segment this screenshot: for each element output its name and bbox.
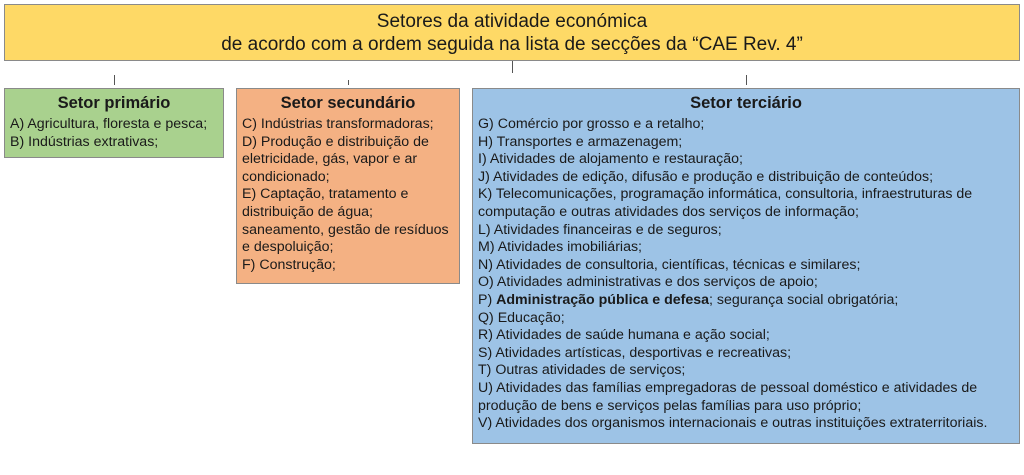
list-item: G) Comércio por grosso e a retalho; <box>478 116 705 132</box>
list-item: K) Telecomunicações, programação informática, consultoria, infraestruturas de computação e outras atividades dos serviços de informação; <box>478 186 973 220</box>
list-item: U) Atividades das famílias empregadoras de pessoal doméstico e atividades de produção de bens e serviços pelas famílias para uso próprio; <box>478 379 978 414</box>
list-item: O) Atividades administrativas e dos serviços de apoio; <box>478 274 818 291</box>
sector-primary-box <box>4 88 224 158</box>
connector-center <box>512 61 513 73</box>
item-p-prefix: P) <box>478 291 497 308</box>
sector-tertiary-box <box>472 88 1020 444</box>
list-item: R) Atividades de saúde humana e ação social; <box>478 327 770 344</box>
list-item: L) Atividades financeiras e de seguros; <box>478 221 722 238</box>
list-item: A) Agricultura, floresta e pesca; <box>10 116 208 132</box>
list-item: F) Construção; <box>242 256 336 273</box>
list-item: B) Indústrias extrativas; <box>10 133 159 150</box>
list-item: N) Atividades de consultoria, científicas, técnicas e similares; <box>478 256 861 273</box>
connector-tertiary <box>746 75 747 85</box>
diagram-title-line-1: Setores da atividade económica <box>376 11 648 32</box>
sector-primary-list <box>10 116 218 151</box>
list-item: I) Atividades de alojamento e restauração; <box>478 151 743 168</box>
sector-secondary-box <box>236 88 460 284</box>
sector-tertiary-heading: Setor terciário <box>690 94 802 112</box>
list-item: S) Atividades artísticas, desportivas e recreativas; <box>478 344 792 361</box>
sector-primary-heading: Setor primário <box>57 94 171 112</box>
list-item: Q) Educação; <box>478 309 565 326</box>
connector-primary <box>114 75 115 85</box>
diagram-title-line-2: de acordo com a ordem seguida na lista de secções da “CAE Rev. 4” <box>221 34 803 55</box>
list-item: J) Atividades de edição, difusão e produção e distribuição de conteúdos; <box>478 168 934 185</box>
list-item: C) Indústrias transformadoras; <box>242 116 434 132</box>
item-p-suffix: ; segurança social obrigatória; <box>709 291 899 308</box>
sector-secondary-list <box>242 116 454 274</box>
list-item: M) Atividades imobiliárias; <box>478 239 643 256</box>
connector-secondary <box>348 80 349 85</box>
list-item-p <box>478 292 1014 310</box>
list-item: D) Produção e distribuição de eletricidade, gás, vapor e ar condicionado; <box>242 133 429 185</box>
list-item: E) Captação, tratamento e distribuição de água; saneamento, gestão de resíduos e despoluição; <box>242 186 449 256</box>
sector-tertiary-list <box>478 116 1014 433</box>
list-item: T) Outras atividades de serviços; <box>478 362 686 379</box>
item-p-bold: Administração pública e defesa <box>496 291 710 308</box>
diagram-title-box <box>4 4 1020 61</box>
sector-secondary-heading: Setor secundário <box>280 94 416 112</box>
list-item: H) Transportes e armazenagem; <box>478 133 683 150</box>
list-item: V) Atividades dos organismos internacionais e outras instituições extraterritoriais. <box>478 415 988 432</box>
